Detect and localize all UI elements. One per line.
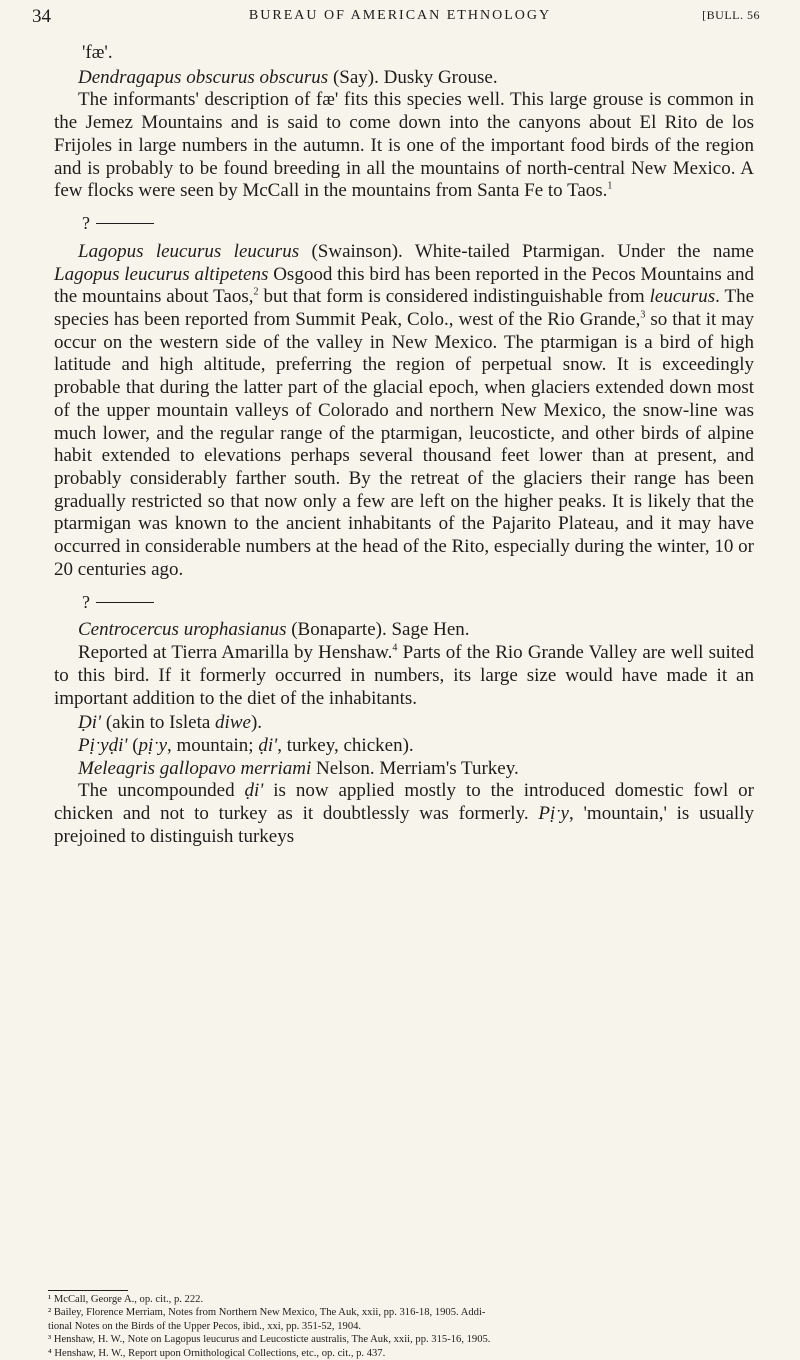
page-number: 34 — [32, 6, 51, 27]
species-authority: (Bonaparte). Sage Hen. — [286, 619, 470, 641]
species-authority: (Say). Dusky Grouse. — [328, 66, 498, 88]
entry-word-di: Ḍi' (akin to Isleta diwe). — [78, 712, 263, 734]
latin-name: Centrocercus urophasianus — [78, 619, 287, 641]
footnote-1: ¹ McCall, George A., op. cit., p. 222. — [48, 1294, 204, 1305]
footnote-2-continued: tional Notes on the Birds of the Upper Pecos, ibid., xxi, pp. 351-52, 1904. — [48, 1320, 362, 1332]
bulletin-label: [BULL. 56 — [702, 8, 760, 22]
latin-name: Dendragapus obscurus obscurus — [78, 66, 329, 88]
running-title: BUREAU OF AMERICAN ETHNOLOGY — [248, 8, 552, 23]
document-page — [32, 0, 760, 1359]
paragraph-turkey: The uncompounded ḍi' is now applied mostly to the introduced domestic fowl or chicken and not to turkey as it doubtlessly was formerly. Pịˑy, 'mountain,' is usually prejoined to distinguish turkeys — [54, 780, 755, 847]
footnote-ref: 1 — [607, 180, 613, 192]
question-mark: ? — [82, 213, 90, 234]
species-authority: (Swainson). White-tailed Ptarmigan. — [299, 240, 605, 262]
entry-word-piydi: Pịˑyḍi' (pịˑy, mountain; ḍi', turkey, chicken). — [78, 734, 414, 756]
footnote-ref: 4 — [392, 642, 398, 654]
species-heading-dusky-grouse — [54, 67, 754, 90]
question-mark: ? — [82, 591, 90, 612]
species-heading-ptarmigan: Lagopus leucurus leucurus (Swainson). White-tailed Ptarmigan. Under the name Lagopus leucurus altipetens Osgood this bird has been reported in the Pecos Mountains and the mountains about Taos,$^2$ but that form is considered indistinguishable from leucurus. The species has been reported from Summit Peak, Colo., west of the Rio Grande,$^3$ so that it may occur on the western side of the valley in New Mexico. The ptarmigan is a bird of high latitude and high altitude, preferring the region of perpetual snow. It is exceedingly probable that during the latter part of the glacial epoch, when glaciers extended down most of the upper mountain valleys of Colorado and northern New Mexico, the snow-line was much lower, and the regular range of the ptarmigan, leucosticte, and other birds of alpine habit extended to elevations perhaps several thousand feet lower than at present, and probably considerably farther south. By the retreat of the glaciers their range has been gradually restricted so that now only a few are left on the higher peaks. It is likely that the ptarmigan was known to the ancient inhabitants of the Pajarito Plateau, and it may have occurred in considerable numbers at the head of the Rito, especially during the winter, 10 or 20 centuries ago. — [54, 240, 755, 580]
footnote-3: ³ Henshaw, H. W., Note on Lagopus leucurus and Leucosticte australis, The Auk, xxii, pp. 315-16, 1905. — [48, 1334, 491, 1346]
paragraph-dusky-grouse: The informants' description of fæ' fits this species well. This large grouse is common in the Jemez Mountains and is said to come down into the canyons about El Rito de los Frijoles in large numbers in the autumn. It is one of the important food birds of the region and is probably to be found breeding in all the mountains of north-central New Mexico. A few flocks were seen by McCall in the mountains from Santa Fe to Taos.$^1$ — [54, 89, 754, 202]
species-authority: Nelson. Merriam's Turkey. — [311, 757, 519, 779]
body-text — [54, 42, 754, 849]
blank-rule — [96, 602, 154, 603]
footnote-ref: 2 — [253, 287, 259, 298]
footnote-ref: 3 — [640, 309, 646, 321]
blank-rule — [96, 223, 154, 224]
footnote-rule — [48, 1290, 128, 1291]
footnote-4: ⁴ Henshaw, H. W., Report upon Ornithological Collections, etc., op. cit., p. 437. — [48, 1347, 386, 1359]
running-head — [32, 6, 760, 36]
entry-word-fae: 'fæ'. — [82, 42, 113, 63]
unknown-word-marker — [54, 213, 754, 235]
species-heading-sage-hen — [54, 619, 754, 642]
species-heading-turkey — [54, 758, 754, 781]
latin-name: Meleagris gallopavo merriami — [78, 757, 312, 779]
paragraph-sage-hen: Reported at Tierra Amarilla by Henshaw.$^4$ Parts of the Rio Grande Valley are well suited to this bird. If it formerly occurred in numbers, its large size would have made it an important addition to the diet of the inhabitants. — [54, 642, 754, 709]
latin-name: Lagopus leucurus leucurus — [78, 240, 300, 262]
footnote-2: ² Bailey, Florence Merriam, Notes from Northern New Mexico, The Auk, xxii, pp. 316-18, 1905. Addi- — [48, 1307, 486, 1319]
unknown-word-marker — [54, 591, 754, 613]
